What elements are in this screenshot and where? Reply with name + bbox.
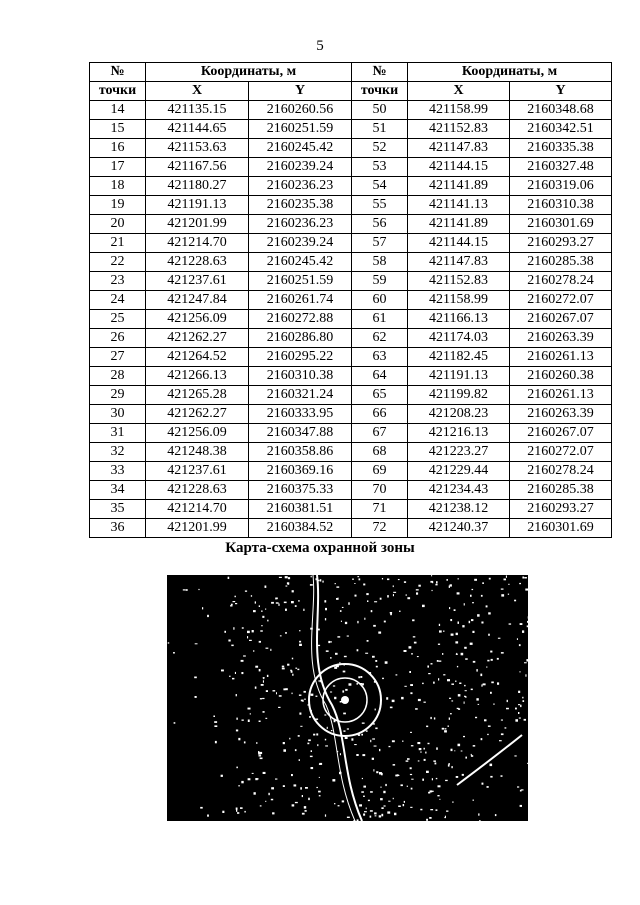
point-num-cell: 30	[90, 405, 146, 424]
header-y: Y	[510, 82, 612, 101]
point-num-cell: 53	[352, 158, 408, 177]
coord-x-cell: 421144.15	[408, 158, 510, 177]
coord-y-cell: 2160239.24	[249, 158, 352, 177]
point-num-cell: 63	[352, 348, 408, 367]
coord-y-cell: 2160310.38	[510, 196, 612, 215]
coord-x-cell: 421201.99	[146, 215, 249, 234]
point-num-cell: 19	[90, 196, 146, 215]
coord-x-cell: 421264.52	[146, 348, 249, 367]
coord-y-cell: 2160286.80	[249, 329, 352, 348]
coord-y-cell: 2160263.39	[510, 329, 612, 348]
point-num-cell: 72	[352, 519, 408, 538]
coord-x-cell: 421214.70	[146, 500, 249, 519]
coord-x-cell: 421141.13	[408, 196, 510, 215]
header-num-sub: точки	[90, 82, 146, 101]
coord-y-cell: 2160278.24	[510, 462, 612, 481]
coord-y-cell: 2160347.88	[249, 424, 352, 443]
coord-y-cell: 2160342.51	[510, 120, 612, 139]
table-row	[90, 101, 612, 120]
coord-y-cell: 2160285.38	[510, 253, 612, 272]
coord-x-cell: 421191.13	[408, 367, 510, 386]
coord-y-cell: 2160267.07	[510, 424, 612, 443]
coord-y-cell: 2160301.69	[510, 519, 612, 538]
point-num-cell: 33	[90, 462, 146, 481]
table-row	[90, 443, 612, 462]
coord-x-cell: 421144.65	[146, 120, 249, 139]
point-num-cell: 51	[352, 120, 408, 139]
point-num-cell: 50	[352, 101, 408, 120]
point-num-cell: 24	[90, 291, 146, 310]
table-row	[90, 500, 612, 519]
header-num: №	[90, 63, 146, 82]
zone-center-point	[341, 696, 349, 704]
river-line	[457, 735, 522, 785]
header-num: №	[352, 63, 408, 82]
point-num-cell: 66	[352, 405, 408, 424]
point-num-cell: 36	[90, 519, 146, 538]
table-row	[90, 291, 612, 310]
table-row	[90, 367, 612, 386]
table-row	[90, 424, 612, 443]
table-row	[90, 215, 612, 234]
coord-x-cell: 421247.84	[146, 291, 249, 310]
coord-x-cell: 421262.27	[146, 329, 249, 348]
table-row	[90, 196, 612, 215]
coord-y-cell: 2160327.48	[510, 158, 612, 177]
coord-x-cell: 421153.63	[146, 139, 249, 158]
coord-y-cell: 2160235.38	[249, 196, 352, 215]
page-number: 5	[316, 38, 324, 54]
point-num-cell: 15	[90, 120, 146, 139]
table-row	[90, 177, 612, 196]
coord-x-cell: 421174.03	[408, 329, 510, 348]
coord-y-cell: 2160272.07	[510, 291, 612, 310]
point-num-cell: 60	[352, 291, 408, 310]
table-row	[90, 348, 612, 367]
coord-x-cell: 421135.15	[146, 101, 249, 120]
point-num-cell: 35	[90, 500, 146, 519]
point-num-cell: 26	[90, 329, 146, 348]
coord-x-cell: 421237.61	[146, 462, 249, 481]
coord-x-cell: 421152.83	[408, 272, 510, 291]
coord-x-cell: 421182.45	[408, 348, 510, 367]
table-row	[90, 234, 612, 253]
coord-y-cell: 2160272.07	[510, 443, 612, 462]
coord-y-cell: 2160319.06	[510, 177, 612, 196]
point-num-cell: 69	[352, 462, 408, 481]
point-num-cell: 21	[90, 234, 146, 253]
point-num-cell: 62	[352, 329, 408, 348]
coord-y-cell: 2160261.13	[510, 386, 612, 405]
point-num-cell: 29	[90, 386, 146, 405]
coord-y-cell: 2160310.38	[249, 367, 352, 386]
coord-y-cell: 2160263.39	[510, 405, 612, 424]
coord-x-cell: 421147.83	[408, 139, 510, 158]
header-coords: Координаты, м	[146, 63, 352, 82]
coord-y-cell: 2160245.42	[249, 139, 352, 158]
coord-y-cell: 2160236.23	[249, 215, 352, 234]
coord-y-cell: 2160375.33	[249, 481, 352, 500]
point-num-cell: 27	[90, 348, 146, 367]
point-num-cell: 59	[352, 272, 408, 291]
coord-y-cell: 2160239.24	[249, 234, 352, 253]
point-num-cell: 68	[352, 443, 408, 462]
coord-x-cell: 421228.63	[146, 253, 249, 272]
point-num-cell: 23	[90, 272, 146, 291]
table-row	[90, 310, 612, 329]
table-row	[90, 253, 612, 272]
point-num-cell: 52	[352, 139, 408, 158]
coord-y-cell: 2160358.86	[249, 443, 352, 462]
coord-y-cell: 2160236.23	[249, 177, 352, 196]
table-row	[90, 462, 612, 481]
coord-x-cell: 421262.27	[146, 405, 249, 424]
point-num-cell: 56	[352, 215, 408, 234]
coord-x-cell: 421214.70	[146, 234, 249, 253]
coord-y-cell: 2160295.22	[249, 348, 352, 367]
table-row	[90, 120, 612, 139]
point-num-cell: 70	[352, 481, 408, 500]
point-num-cell: 64	[352, 367, 408, 386]
coord-y-cell: 2160293.27	[510, 234, 612, 253]
coord-y-cell: 2160293.27	[510, 500, 612, 519]
protection-zone-map	[167, 575, 528, 821]
point-num-cell: 16	[90, 139, 146, 158]
coord-x-cell: 421141.89	[408, 177, 510, 196]
header-x: X	[408, 82, 510, 101]
coord-y-cell: 2160285.38	[510, 481, 612, 500]
coord-x-cell: 421158.99	[408, 101, 510, 120]
point-num-cell: 28	[90, 367, 146, 386]
coord-x-cell: 421256.09	[146, 424, 249, 443]
point-num-cell: 22	[90, 253, 146, 272]
coord-x-cell: 421240.37	[408, 519, 510, 538]
table-row	[90, 405, 612, 424]
coord-y-cell: 2160267.07	[510, 310, 612, 329]
point-num-cell: 58	[352, 253, 408, 272]
header-coords: Координаты, м	[408, 63, 612, 82]
coord-x-cell: 421248.38	[146, 443, 249, 462]
coord-x-cell: 421166.13	[408, 310, 510, 329]
coord-y-cell: 2160369.16	[249, 462, 352, 481]
coord-y-cell: 2160301.69	[510, 215, 612, 234]
coord-y-cell: 2160251.59	[249, 120, 352, 139]
coord-x-cell: 421167.56	[146, 158, 249, 177]
coordinates-table	[89, 62, 612, 538]
point-num-cell: 14	[90, 101, 146, 120]
coord-x-cell: 421180.27	[146, 177, 249, 196]
coord-x-cell: 421158.99	[408, 291, 510, 310]
coord-y-cell: 2160245.42	[249, 253, 352, 272]
coord-x-cell: 421223.27	[408, 443, 510, 462]
coord-y-cell: 2160321.24	[249, 386, 352, 405]
table-row	[90, 519, 612, 538]
coord-y-cell: 2160261.13	[510, 348, 612, 367]
point-num-cell: 17	[90, 158, 146, 177]
point-num-cell: 20	[90, 215, 146, 234]
coord-x-cell: 421266.13	[146, 367, 249, 386]
table-header	[90, 63, 612, 101]
point-num-cell: 31	[90, 424, 146, 443]
table-row	[90, 481, 612, 500]
coord-x-cell: 421208.23	[408, 405, 510, 424]
point-num-cell: 32	[90, 443, 146, 462]
table-body	[90, 101, 612, 538]
coord-x-cell: 421228.63	[146, 481, 249, 500]
table-row	[90, 272, 612, 291]
point-num-cell: 65	[352, 386, 408, 405]
coord-y-cell: 2160272.88	[249, 310, 352, 329]
coord-y-cell: 2160251.59	[249, 272, 352, 291]
table-row	[90, 386, 612, 405]
point-num-cell: 55	[352, 196, 408, 215]
coord-x-cell: 421216.13	[408, 424, 510, 443]
header-num-sub: точки	[352, 82, 408, 101]
coord-x-cell: 421199.82	[408, 386, 510, 405]
point-num-cell: 61	[352, 310, 408, 329]
coord-x-cell: 421229.44	[408, 462, 510, 481]
point-num-cell: 57	[352, 234, 408, 253]
map-title: Карта-схема охранной зоны	[225, 540, 415, 556]
map-drawing	[167, 575, 528, 821]
point-num-cell: 18	[90, 177, 146, 196]
table-row	[90, 329, 612, 348]
point-num-cell: 34	[90, 481, 146, 500]
coord-x-cell: 421147.83	[408, 253, 510, 272]
header-y: Y	[249, 82, 352, 101]
header-x: X	[146, 82, 249, 101]
coord-y-cell: 2160260.38	[510, 367, 612, 386]
coord-x-cell: 421144.15	[408, 234, 510, 253]
point-num-cell: 67	[352, 424, 408, 443]
coord-y-cell: 2160278.24	[510, 272, 612, 291]
coord-x-cell: 421256.09	[146, 310, 249, 329]
point-num-cell: 54	[352, 177, 408, 196]
coord-x-cell: 421152.83	[408, 120, 510, 139]
coord-y-cell: 2160261.74	[249, 291, 352, 310]
coord-y-cell: 2160381.51	[249, 500, 352, 519]
point-num-cell: 25	[90, 310, 146, 329]
coord-x-cell: 421141.89	[408, 215, 510, 234]
coord-x-cell: 421237.61	[146, 272, 249, 291]
coord-y-cell: 2160348.68	[510, 101, 612, 120]
coord-y-cell: 2160260.56	[249, 101, 352, 120]
coord-y-cell: 2160384.52	[249, 519, 352, 538]
point-num-cell: 71	[352, 500, 408, 519]
coord-y-cell: 2160333.95	[249, 405, 352, 424]
coord-x-cell: 421191.13	[146, 196, 249, 215]
coord-x-cell: 421238.12	[408, 500, 510, 519]
coord-y-cell: 2160335.38	[510, 139, 612, 158]
coord-x-cell: 421201.99	[146, 519, 249, 538]
table-row	[90, 139, 612, 158]
table-row	[90, 158, 612, 177]
coord-x-cell: 421265.28	[146, 386, 249, 405]
coord-x-cell: 421234.43	[408, 481, 510, 500]
